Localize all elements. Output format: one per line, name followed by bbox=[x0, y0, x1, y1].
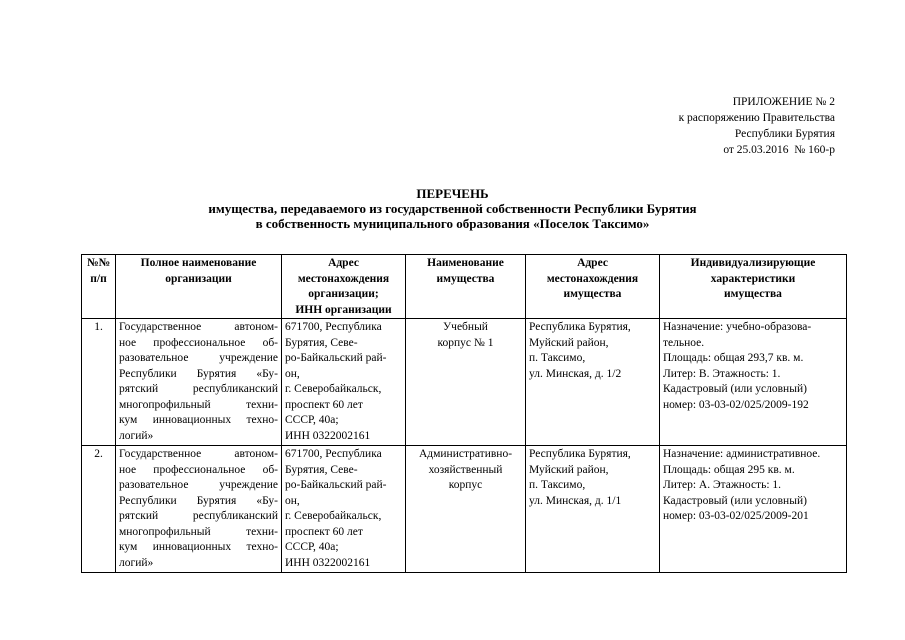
row-characteristics: Назначение: учебно-образова- тельное. Площадь: общая 293,7 кв. м. Литер: В. Этажность: 1. Кадастровый (или условный) номер: 03-03-02/025/2009-192 bbox=[660, 319, 847, 446]
appendix-line-2: Республики Бурятия bbox=[734, 128, 835, 140]
document-title bbox=[0, 186, 905, 231]
appendix-block bbox=[679, 94, 835, 158]
row-property-name: Учебный корпус № 1 bbox=[406, 319, 526, 446]
row-organization-address: 671700, Республика Бурятия, Севе- ро-Байкальский рай- он, г. Северобайкальск, проспект 60 лет СССР, 40а; ИНН 0322002161 bbox=[282, 319, 406, 446]
row-number: 2. bbox=[82, 446, 116, 573]
appendix-line-1: к распоряжению Правительства bbox=[678, 112, 835, 124]
appendix-date: от 25.03.2016 № 160-р bbox=[723, 144, 835, 156]
title-line-2: в собственность муниципального образования «Поселок Таксимо» bbox=[255, 216, 650, 231]
appendix-number: ПРИЛОЖЕНИЕ № 2 bbox=[732, 96, 835, 108]
row-property-address: Республика Бурятия, Муйский район, п. Таксимо, ул. Минская, д. 1/2 bbox=[526, 319, 660, 446]
header-property-name: Наименование имущества bbox=[406, 255, 526, 319]
property-table bbox=[81, 254, 847, 573]
title-heading: ПЕРЕЧЕНЬ bbox=[416, 186, 489, 201]
row-number: 1. bbox=[82, 319, 116, 446]
header-number: №№ п/п bbox=[82, 255, 116, 319]
row-property-address: Республика Бурятия, Муйский район, п. Таксимо, ул. Минская, д. 1/1 bbox=[526, 446, 660, 573]
header-characteristics: Индивидуализирующие характеристики имущества bbox=[660, 255, 847, 319]
row-organization: Государственное автоном- ное профессиональное об- разовательное учреждение Республики Бурятия «Бу- рятский республиканский многопрофильный техни- кум инновационных техно- логий» bbox=[116, 446, 282, 573]
row-characteristics: Назначение: административное. Площадь: общая 295 кв. м. Литер: А. Этажность: 1. Кадастровый (или условный) номер: 03-03-02/025/2009-201 bbox=[660, 446, 847, 573]
table-header-row bbox=[82, 255, 847, 319]
header-organization: Полное наименование организации bbox=[116, 255, 282, 319]
header-property-address: Адрес местонахождения имущества bbox=[526, 255, 660, 319]
row-organization: Государственное автоном- ное профессиональное об- разовательное учреждение Республики Бурятия «Бу- рятский республиканский многопрофильный техни- кум инновационных техно- логий» bbox=[116, 319, 282, 446]
table-row bbox=[82, 446, 847, 573]
title-line-1: имущества, передаваемого из государственной собственности Республики Бурятия bbox=[208, 201, 697, 216]
row-organization-address: 671700, Республика Бурятия, Севе- ро-Байкальский рай- он, г. Северобайкальск, проспект 60 лет СССР, 40а; ИНН 0322002161 bbox=[282, 446, 406, 573]
row-property-name: Административно- хозяйственный корпус bbox=[406, 446, 526, 573]
table-row bbox=[82, 319, 847, 446]
header-organization-address: Адрес местонахождения организации; ИНН организации bbox=[282, 255, 406, 319]
